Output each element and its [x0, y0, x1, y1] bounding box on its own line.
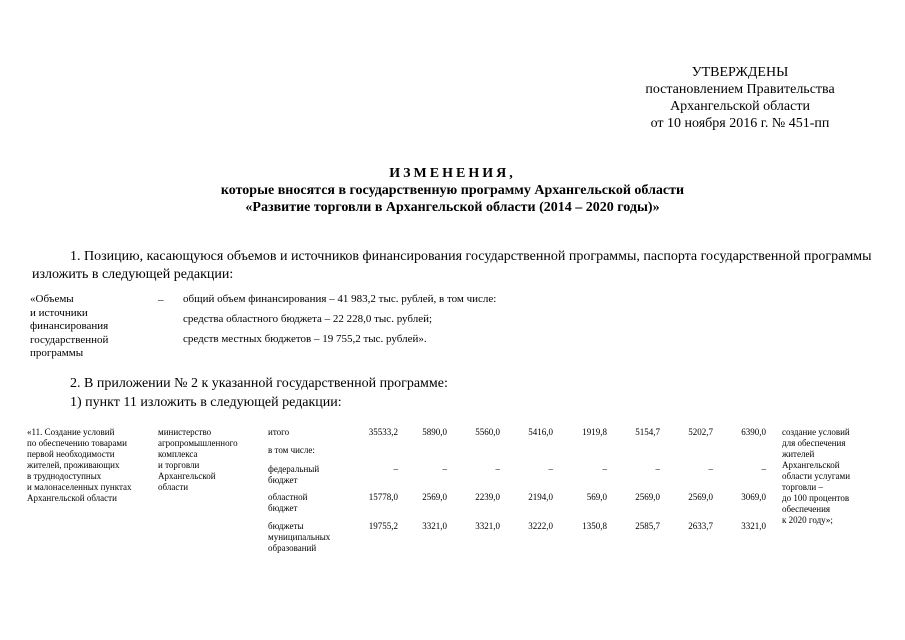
- table-description-line: в труднодоступных: [27, 471, 102, 481]
- source-regional-label: бюджет: [268, 503, 298, 513]
- table-description-line: первой необходимости: [27, 449, 115, 459]
- table-ministry: [158, 427, 238, 493]
- document-title: ИЗМЕНЕНИЯ,: [389, 166, 516, 181]
- passport-value-line: общий объем финансирования – 41 983,2 тыс. рублей, в том числе:: [183, 293, 497, 305]
- funding-value-cell: 3321,0: [422, 521, 447, 531]
- table-result-line: для обеспечения: [782, 438, 846, 448]
- table-result-line: обеспечения: [782, 504, 831, 514]
- approval-line-1: постановлением Правительства: [645, 82, 835, 97]
- source-total-label: итого: [268, 427, 290, 437]
- funding-value-cell: 1919,8: [582, 427, 607, 437]
- source-including-label: в том числе:: [268, 445, 315, 455]
- table-result-line: жителей: [782, 449, 815, 459]
- passport-value-line: средства областного бюджета – 22 228,0 тыс. рублей;: [183, 313, 433, 325]
- passport-dash: –: [158, 294, 164, 306]
- table-result-line: до 100 процентов: [782, 493, 850, 503]
- table-result-line: к 2020 году»;: [782, 515, 833, 525]
- table-description-line: по обеспечению товарами: [27, 438, 127, 448]
- table-ministry-line: и торговли: [158, 460, 200, 470]
- table-description-line: и малонаселенных пунктах: [27, 482, 132, 492]
- table-description-line: Архангельской области: [27, 493, 117, 503]
- funding-value-cell: 5416,0: [528, 427, 553, 437]
- table-ministry-line: Архангельской: [158, 471, 216, 481]
- table-ministry-line: министерство: [158, 427, 212, 437]
- funding-value-cell: 3321,0: [475, 521, 500, 531]
- funding-value-cell: 5202,7: [688, 427, 713, 437]
- funding-value-cell: 5890,0: [422, 427, 447, 437]
- source-municipal-label: муниципальных: [268, 532, 331, 542]
- funding-value-cell: 5154,7: [635, 427, 660, 437]
- table-result-line: Архангельской: [782, 460, 840, 470]
- table-ministry-line: области: [158, 482, 189, 492]
- item-1-paragraph: 1. Позицию, касающуюся объемов и источников финансирования государственной программы, паспорта государственной программы изложить в следующей редакции:: [32, 249, 872, 282]
- table-result-line: торговли –: [782, 482, 823, 492]
- item-2-paragraph: 2. В приложении № 2 к указанной государственной программе:: [70, 376, 448, 391]
- item-3-paragraph: 1) пункт 11 изложить в следующей редакции:: [70, 395, 342, 410]
- funding-value-cell: 2585,7: [635, 521, 660, 531]
- table-description-line: «11. Создание условий: [27, 427, 115, 437]
- funding-value-cell: –: [655, 464, 660, 474]
- source-federal-label: федеральный: [268, 464, 320, 474]
- source-municipal-label: образований: [268, 543, 317, 553]
- funding-value-cell: –: [495, 464, 500, 474]
- funding-value-cell: 2633,7: [688, 521, 713, 531]
- table-description: [27, 427, 132, 504]
- funding-value-cell: 15778,0: [368, 492, 398, 502]
- passport-label-line: и источники: [30, 306, 88, 319]
- funding-value-cell: 2194,0: [528, 492, 553, 502]
- source-federal-label: бюджет: [268, 475, 298, 485]
- funding-value-cell: 1350,8: [582, 521, 607, 531]
- funding-value-cell: 6390,0: [741, 427, 766, 437]
- table-ministry-line: комплекса: [158, 449, 198, 459]
- passport-label-line: государственной: [30, 333, 109, 346]
- funding-value-cell: 19755,2: [368, 521, 398, 531]
- funding-value-cell: 2569,0: [422, 492, 447, 502]
- table-ministry-line: агропромышленного: [158, 438, 238, 448]
- funding-value-cell: 2239,0: [475, 492, 500, 502]
- table-description-line: жителей, проживающих: [27, 460, 120, 470]
- funding-value-cell: –: [708, 464, 713, 474]
- passport-label-line: «Объемы: [30, 293, 74, 305]
- funding-value-cell: –: [548, 464, 553, 474]
- funding-value-cell: 2569,0: [688, 492, 713, 502]
- funding-value-cell: 569,0: [586, 492, 607, 502]
- funding-value-cell: –: [393, 464, 398, 474]
- passport-label: [30, 293, 108, 361]
- approval-title: УТВЕРЖДЕНЫ: [691, 65, 789, 80]
- source-municipal-label: бюджеты: [268, 521, 304, 531]
- approval-line-2: Архангельской области: [670, 99, 810, 114]
- source-regional-label: областной: [268, 492, 308, 502]
- passport-label-line: программы: [30, 347, 84, 359]
- funding-value-cell: –: [602, 464, 607, 474]
- passport-label-line: финансирования: [30, 320, 109, 332]
- table-sources: [268, 427, 348, 567]
- funding-value-cell: 3069,0: [741, 492, 766, 502]
- funding-value-cell: 3222,0: [528, 521, 553, 531]
- funding-value-cell: –: [442, 464, 447, 474]
- table-result-line: области услугами: [782, 471, 851, 481]
- funding-value-cell: 2569,0: [635, 492, 660, 502]
- funding-value-cell: 35533,2: [368, 427, 398, 437]
- approval-stamp: [620, 64, 860, 132]
- approval-line-3: от 10 ноября 2016 г. № 451-пп: [650, 116, 830, 131]
- funding-value-cell: 5560,0: [475, 427, 500, 437]
- document-subtitle: которые вносятся в государственную программу Архангельской области: [220, 183, 685, 198]
- table-result: [782, 427, 850, 526]
- funding-value-cell: 3321,0: [741, 521, 766, 531]
- table-result-line: создание условий: [782, 427, 850, 437]
- funding-value-cell: –: [761, 464, 766, 474]
- passport-value-line: средств местных бюджетов – 19 755,2 тыс. рублей».: [183, 333, 427, 345]
- program-name: «Развитие торговли в Архангельской области (2014 – 2020 годы)»: [245, 200, 660, 215]
